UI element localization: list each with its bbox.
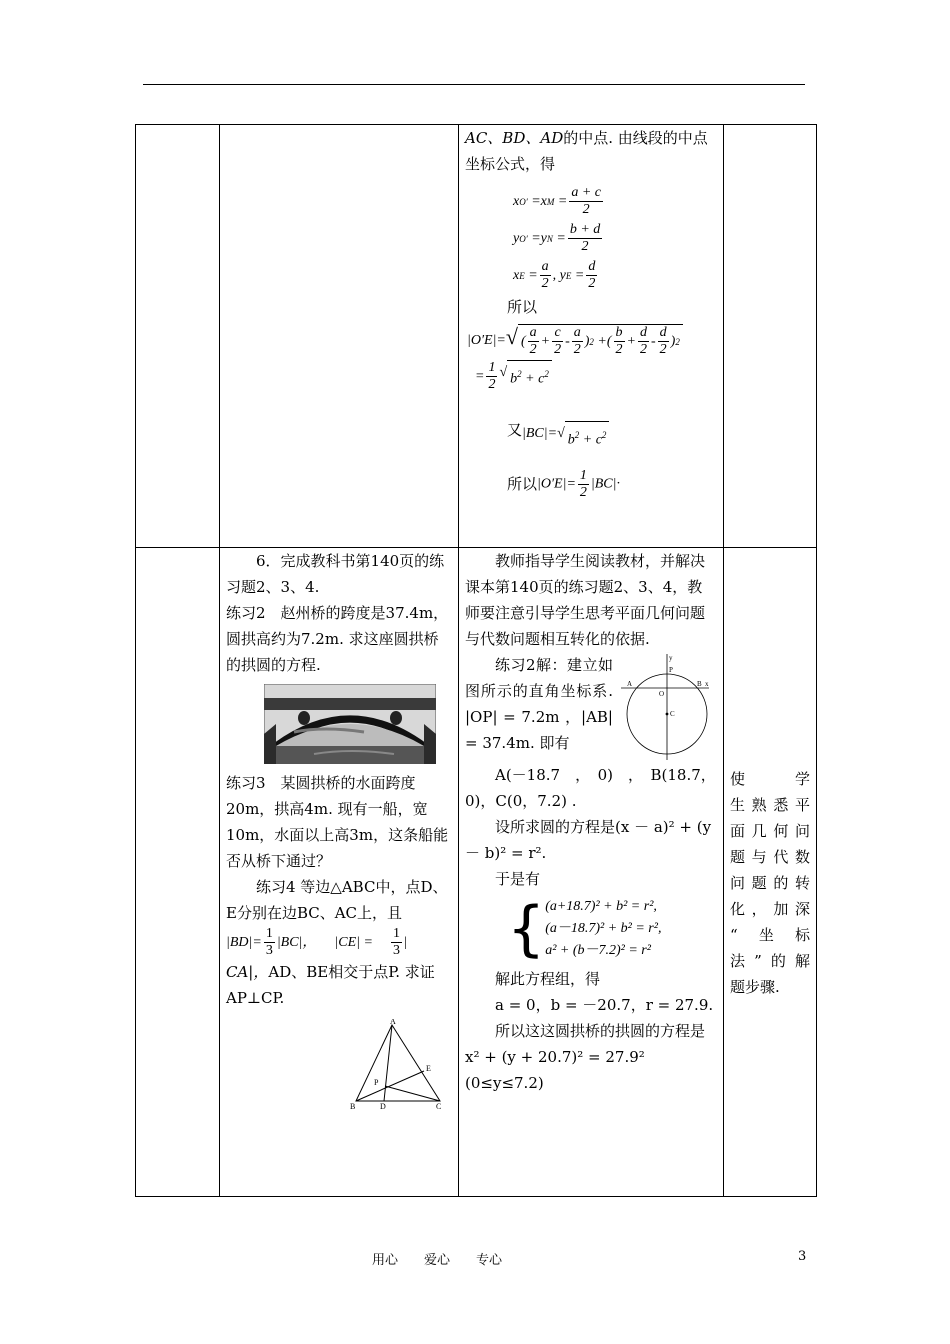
svg-text:B: B — [697, 680, 702, 688]
exercise-3: 练习3 某圆拱桥的水面跨度20m，拱高4m. 现有一船，宽10m，水面以上高3m，这条船能否从桥下通过？ — [226, 774, 449, 870]
table-row — [136, 125, 817, 548]
result-range: (0≤y≤7.2) — [465, 1074, 544, 1092]
svg-text:O: O — [659, 690, 665, 698]
svg-text:x: x — [705, 680, 709, 688]
formula-e: x E = $\frac{a}{2}$ , y E = $\frac{d}{2}$ — [513, 259, 596, 291]
so-label-1: 所以 — [507, 298, 538, 316]
solution-points: A(－18.7 ， 0) ， B(18.7，0)，C(0，7.2) . — [465, 766, 716, 810]
formula-x: x O′ =x M = $\frac{a + c}{2}$ — [513, 185, 601, 217]
purpose-line: 题步骤. — [730, 978, 780, 996]
cell-empty — [136, 548, 220, 1197]
formula-oe: |O′E|= √ ( $\frac{a}{2}$ + $\frac{c}{2}$ - $\frac{a}{2}$ ) 2 +( $\frac{b}{2}$ + $\frac{d}{2}$ - $\frac{d}{2}$ ) 2 — [467, 324, 717, 358]
exercise-title: 6．完成教科书第140页的练习题2、3、4. — [226, 552, 445, 596]
svg-text:A: A — [390, 1019, 396, 1026]
svg-text:C: C — [436, 1102, 442, 1109]
exercise-4: 练习4 等边△ABC中，点D、E分别在边BC、AC上，且 — [226, 878, 448, 922]
cell-purpose — [724, 548, 817, 1197]
solution-therefore: 于是有 — [495, 870, 541, 888]
formula-oe-result: = $\frac{1}{2}$ √ $b^2 + c^2$ — [475, 360, 717, 393]
svg-text:D: D — [380, 1102, 386, 1109]
formula-bc: 又 |BC|= √ $b^2 + c^2$ — [507, 407, 717, 454]
system-eq-1: (a+18.7)² + b² = r², — [545, 899, 657, 914]
purpose-line: 化，加深 — [730, 900, 810, 918]
cell-midpoint-proof — [459, 125, 724, 548]
again-label: 又 — [507, 421, 523, 440]
solve-text: 解此方程组，得 — [495, 970, 601, 988]
teacher-guide: 教师指导学生阅读教材，并解决课本第140页的练习题2、3、4，教师要注意引导学生思考平面几何问题与代数问题相互转化的依据. — [465, 552, 706, 648]
svg-text:P: P — [669, 666, 673, 674]
solve-result: a = 0，b = －20.7，r = 27.9. — [495, 996, 714, 1014]
header-rule — [143, 84, 805, 85]
circle-coordinate-figure — [619, 652, 711, 762]
purpose-line: 问题的转 — [730, 874, 810, 892]
exercise-2: 练习2 赵州桥的跨度是37.4m，圆拱高约为7.2m. 求这座圆拱桥的拱圆的方程. — [226, 604, 449, 674]
cell-empty — [136, 125, 220, 548]
purpose-line: 使 学 — [730, 770, 810, 788]
svg-text:A: A — [627, 680, 633, 688]
formula-conclusion: 所以 |O′E|= $\frac{1}{2}$ |BC|· — [507, 467, 620, 500]
cell-empty — [220, 125, 459, 548]
cell-empty — [724, 125, 817, 548]
bridge-photo — [264, 684, 436, 764]
result-intro: 所以这这圆拱桥的拱圆的方程是 — [495, 1022, 706, 1040]
table-row — [136, 548, 817, 1197]
intro-text: 的中点. 由线段的中点坐标公式，得 — [465, 129, 708, 173]
exercise-4-tail: AD、BE相交于点P. 求证AP⊥CP. — [226, 963, 435, 1007]
system-eq-2: (a－18.7)² + b² = r², — [545, 921, 662, 936]
formula-y: y O′ =y N = $\frac{b + d}{2}$ — [513, 222, 601, 254]
purpose-text — [724, 766, 816, 1000]
solution-equation: 设所求圆的方程是(x － a)² + (y － b)² = r². — [465, 818, 712, 862]
footer-motto: 用心 爱心 专心 — [372, 1253, 503, 1268]
purpose-line: “ 坐 标 — [730, 926, 810, 944]
ca-expr: CA|， — [226, 963, 269, 981]
svg-text:P: P — [374, 1078, 379, 1087]
segments: AC、BD、AD — [465, 129, 564, 147]
cell-solution — [459, 548, 724, 1197]
svg-text:B: B — [350, 1102, 356, 1109]
so-label-2: 所以 — [507, 475, 538, 494]
purpose-line: 题与代数 — [730, 848, 810, 866]
lesson-table — [135, 124, 817, 1197]
svg-text:C: C — [670, 710, 675, 718]
svg-text:E: E — [426, 1064, 431, 1073]
cell-exercises — [220, 548, 459, 1197]
purpose-line: 面几何问 — [730, 822, 810, 840]
solution-intro: 练习2解：建立如图所示的直角坐标系. |OP| = 7.2m ，|AB| = 37.4m. 即有 — [465, 656, 613, 752]
result-equation: x² + (y + 20.7)² = 27.9² — [465, 1048, 645, 1066]
purpose-line: 法”的解 — [730, 952, 810, 970]
svg-text:y: y — [669, 654, 673, 662]
purpose-line: 生熟悉平 — [730, 796, 810, 814]
page-number: 3 — [798, 1249, 807, 1264]
bd-expr: |BD|= — [226, 934, 262, 950]
triangle-figure — [350, 1019, 450, 1109]
equation-system: { (a+18.7)² + b² = r², (a－18.7)² + b² = r², a² + (b－7.2)² = r² — [507, 894, 662, 964]
exercise-4-condition: |BD|= $\frac{1}{3}$ |BC|， |CE| = $\frac{1}{3}$ | — [226, 926, 407, 958]
ce-expr: |CE| = — [334, 934, 373, 950]
system-eq-3: a² + (b－7.2)² = r² — [545, 943, 651, 958]
